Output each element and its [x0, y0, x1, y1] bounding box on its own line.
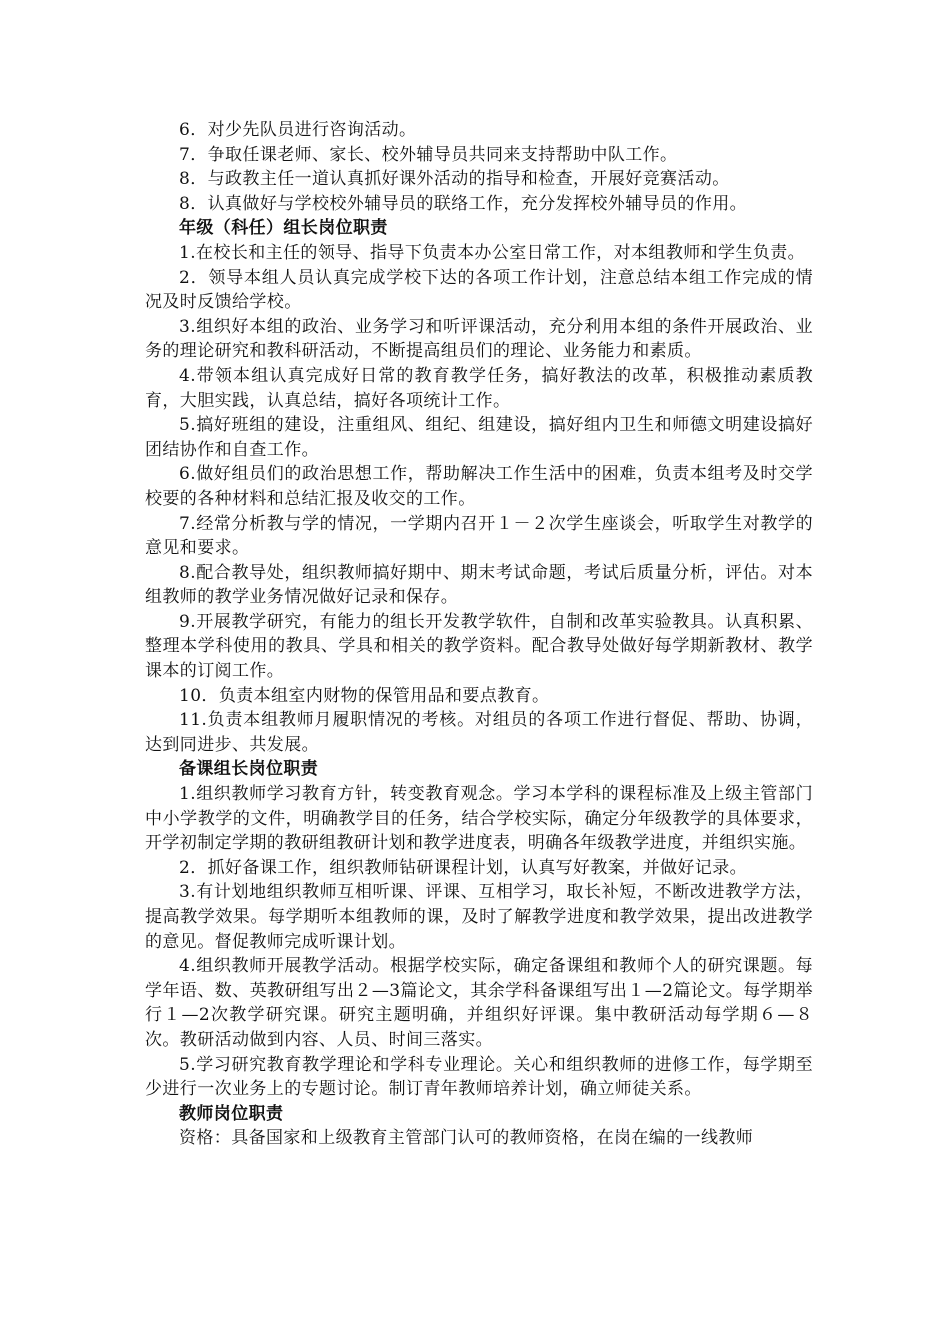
duty-item: 6.做好组员们的政治思想工作，帮助解决工作生活中的困难，负责本组考及时交学校要的各种材料和总结汇报及收交的工作。 [145, 464, 813, 509]
duty-item: 11.负责本组教师月履职情况的考核。对组员的各项工作进行督促、帮助、协调，达到同进步、共发展。 [145, 710, 813, 755]
duty-item: 7.经常分析教与学的情况，一学期内召开１－２次学生座谈会，听取学生对教学的意见和要求。 [145, 513, 813, 559]
duty-item: 7．争取任课老师、家长、校外辅导员共同来支持帮助中队工作。 [179, 144, 678, 165]
document-page [145, 118, 813, 1151]
duty-item: 8.配合教导处，组织教师搞好期中、期末考试命题，考试后质量分析，评估。对本组教师的教学业务情况做好记录和保存。 [145, 562, 813, 608]
duty-item: 9.开展教学研究，有能力的组长开发教学软件，自制和改革实验教具。认真积累、整理本学科使用的教具、学具和相关的教学资料。配合教导处做好每学期新教材、教学课本的订阅工作。 [145, 611, 813, 682]
duty-item: 5.搞好班组的建设，注重组风、组纪、组建设，搞好组内卫生和师德文明建设搞好团结协作和自查工作。 [145, 415, 813, 460]
duty-item: 1.在校长和主任的领导、指导下负责本办公室日常工作，对本组教师和学生负责。 [179, 242, 806, 263]
duty-item: 8．与政教主任一道认真抓好课外活动的指导和检查，开展好竞赛活动。 [179, 169, 730, 190]
duty-item: 8．认真做好与学校校外辅导员的联络工作，充分发挥校外辅导员的作用。 [179, 193, 748, 214]
duty-item: 6．对少先队员进行咨询活动。 [179, 120, 417, 140]
duty-item: 3.组织好本组的政治、业务学习和听评课活动，充分利用本组的条件开展政治、业务的理论研究和教科研活动，不断提高组员们的理论、业务能力和素质。 [145, 316, 813, 362]
duty-item: 4.带领本组认真完成好日常的教育教学任务，搞好教法的改革，积极推动素质教育，大胆实践，认真总结，搞好各项统计工作。 [145, 365, 813, 411]
duty-item: 10．负责本组室内财物的保管用品和要点教育。 [179, 685, 550, 706]
duty-item: 2．抓好备课工作，组织教师钻研课程计划，认真写好教案，并做好记录。 [179, 857, 748, 878]
duty-item: 2．领导本组人员认真完成学校下达的各项工作计划，注意总结本组工作完成的情况及时反馈给学校。 [145, 267, 813, 313]
duty-item: 3.有计划地组织教师互相听课、评课、互相学习，取长补短，不断改进教学方法，提高教学效果。每学期听本组教师的课，及时了解教学进度和教学效果，提出改进教学的意见。督促教师完成听课计划。 [145, 882, 813, 952]
section-heading-prep-leader: 备课组长岗位职责 [179, 759, 319, 780]
duty-item: 5.学习研究教育教学理论和学科专业理论。关心和组织教师的进修工作，每学期至少进行一次业务上的专题讨论。制订青年教师培养计划，确立师徒关系。 [145, 1054, 813, 1100]
duty-item: 1.组织教师学习教育方针，转变教育观念。学习本学科的课程标准及上级主管部门中小学教学的文件，明确教学目的任务，结合学校实际，确定分年级教学的具体要求，开学初制定学期的教研组教研计划和教学进度表，明确各年级教学进度，并组织实施。 [145, 784, 813, 854]
section-heading-teacher: 教师岗位职责 [179, 1103, 284, 1124]
duty-item: 4.组织教师开展教学活动。根据学校实际，确定备课组和教师个人的研究课题。每学年语、数、英教研组写出２—3篇论文，其余学科备课组写出１—2篇论文。每学期举行１—2次教学研究课。研究主题明确，并组织好评课。集中教研活动每学期６—８次。教研活动做到内容、人员、时间三落实。 [145, 956, 813, 1050]
duty-item: 资格：具备国家和上级教育主管部门认可的教师资格，在岗在编的一线教师 [179, 1128, 754, 1149]
section-heading-grade-leader: 年级（科任）组长岗位职责 [179, 218, 388, 239]
